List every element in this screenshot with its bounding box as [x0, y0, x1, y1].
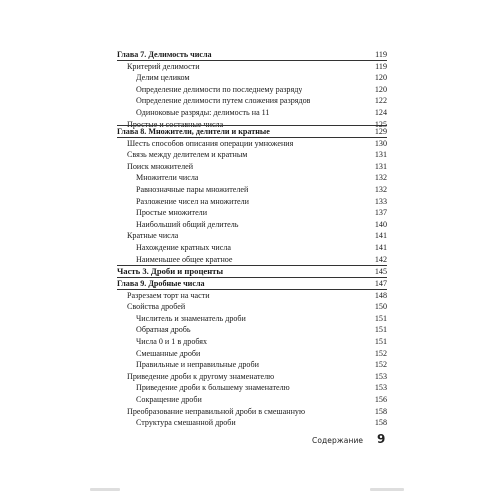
toc-entry-page: 137 — [374, 208, 387, 218]
toc-entry-page: 133 — [374, 196, 387, 206]
toc-entry-page: 153 — [374, 383, 387, 393]
toc-subsection[interactable] — [117, 382, 387, 393]
toc-entry-title: Поиск множителей — [127, 161, 194, 171]
toc-entry-page: 132 — [374, 185, 387, 194]
table-of-contents — [117, 0, 387, 440]
toc-entry-page: 145 — [374, 267, 387, 276]
toc-entry-page: 129 — [374, 127, 387, 136]
toc-entry-title: Определение делимости путем сложения разрядов — [136, 96, 311, 106]
toc-subsection[interactable] — [117, 254, 387, 265]
toc-section[interactable] — [117, 301, 387, 312]
toc-subsection[interactable] — [117, 72, 387, 83]
toc-section[interactable] — [117, 149, 387, 160]
toc-subsection[interactable] — [117, 172, 387, 183]
toc-chapter[interactable] — [117, 126, 387, 137]
toc-subsection[interactable] — [117, 348, 387, 359]
toc-entry-page: 150 — [374, 302, 387, 312]
scan-artifact-left — [90, 488, 120, 491]
rule-part-3 — [117, 277, 387, 278]
toc-subsection[interactable] — [117, 394, 387, 405]
toc-subsection[interactable] — [117, 196, 387, 207]
toc-entry-title: Структура смешанной дроби — [136, 418, 236, 428]
toc-entry-title: Преобразование неправильной дроби в смешанную — [127, 406, 305, 416]
toc-entry-page: 141 — [374, 243, 387, 252]
footer-section-label: Содержание — [312, 436, 364, 445]
toc-entry-title: Числа 0 и 1 в дробях — [136, 337, 208, 346]
toc-entry-title: Глава 7. Делимость числа — [117, 50, 212, 59]
toc-entry-page: 124 — [374, 108, 387, 117]
toc-entry-title: Наименьшее общее кратное — [136, 254, 233, 264]
toc-subsection[interactable] — [117, 336, 387, 347]
toc-entry-page: 158 — [374, 406, 387, 416]
toc-entry-title: Разложение чисел на множители — [136, 196, 249, 206]
toc-subsection[interactable] — [117, 184, 387, 195]
toc-part[interactable] — [117, 266, 387, 277]
toc-entry-title: Связь между делителем и кратным — [127, 150, 248, 160]
toc-subsection[interactable] — [117, 242, 387, 253]
toc-entry-page: 151 — [374, 313, 387, 323]
toc-entry-page: 120 — [374, 73, 387, 83]
toc-entry-title: Критерий делимости — [127, 61, 200, 71]
rule-chapter-7 — [117, 60, 387, 61]
toc-entry-title: Равнозначные пары множителей — [136, 185, 249, 194]
toc-entry-page: 140 — [374, 219, 387, 229]
toc-entry-title: Правильные и неправильные дроби — [136, 360, 259, 370]
toc-section[interactable] — [117, 371, 387, 382]
toc-subsection[interactable] — [117, 84, 387, 95]
toc-section[interactable] — [117, 161, 387, 172]
toc-entry-title: Шесть способов описания операции умножения — [127, 138, 294, 148]
toc-entry-page: 125 — [374, 119, 387, 129]
rule-chapter-9 — [117, 289, 387, 290]
toc-entry-page: 142 — [374, 254, 387, 264]
toc-entry-title: Часть 3. Дроби и проценты — [117, 266, 224, 276]
toc-entry-title: Свойства дробей — [127, 302, 186, 312]
toc-subsection[interactable] — [117, 324, 387, 335]
toc-section[interactable] — [117, 61, 387, 72]
toc-subsection[interactable] — [117, 207, 387, 218]
toc-entry-page: 130 — [374, 138, 387, 148]
toc-entry-page: 148 — [374, 290, 387, 300]
toc-entry-page: 147 — [374, 279, 387, 288]
rule-before-chapter-8 — [117, 125, 387, 126]
toc-entry-page: 151 — [374, 325, 387, 335]
toc-subsection[interactable] — [117, 359, 387, 370]
toc-entry-page: 152 — [374, 360, 387, 370]
toc-entry-title: Простые множители — [136, 208, 208, 218]
toc-entry-title: Глава 8. Множители, делители и кратные — [117, 127, 270, 136]
toc-entry-page: 131 — [374, 150, 387, 160]
toc-entry-title: Приведение дроби к большему знаменателю — [136, 383, 290, 393]
toc-entry-page: 132 — [374, 173, 387, 183]
toc-entry-title: Делим целиком — [136, 73, 190, 83]
rule-before-part-3 — [117, 265, 387, 266]
toc-chapter[interactable] — [117, 278, 387, 289]
toc-section[interactable] — [117, 138, 387, 149]
toc-entry-page: 120 — [374, 84, 387, 94]
toc-entry-title: Наибольший общий делитель — [136, 219, 239, 229]
toc-entry-title: Определение делимости по последнему разряду — [136, 84, 303, 94]
toc-entry-page: 152 — [374, 348, 387, 358]
toc-entry-title: Простые и составные числа — [127, 119, 224, 129]
toc-entry-title: Обратная дробь — [136, 325, 191, 335]
toc-entry-page: 141 — [374, 231, 387, 241]
toc-entry-page: 119 — [375, 50, 387, 59]
toc-entry-title: Числитель и знаменатель дроби — [136, 313, 246, 323]
toc-entry-title: Приведение дроби к другому знаменателю — [127, 371, 275, 381]
toc-entry-page: 156 — [374, 395, 387, 404]
toc-section[interactable] — [117, 230, 387, 241]
rule-chapter-8 — [117, 137, 387, 138]
toc-entry-page: 151 — [374, 337, 387, 346]
toc-entry-page: 131 — [374, 161, 387, 171]
toc-entry-title: Нахождение кратных числа — [136, 243, 231, 252]
toc-entry-page: 122 — [374, 96, 387, 106]
toc-entry-page: 119 — [375, 61, 387, 71]
toc-entry-page: 153 — [374, 371, 387, 381]
toc-section[interactable] — [117, 290, 387, 301]
footer-page-number: 9 — [377, 432, 386, 446]
toc-entry-title: Одиноковые разряды: делимость на 11 — [136, 108, 270, 117]
toc-entry-title: Кратные числа — [127, 231, 179, 241]
toc-subsection[interactable] — [117, 219, 387, 230]
toc-subsection[interactable] — [117, 107, 387, 118]
toc-subsection[interactable] — [117, 95, 387, 106]
toc-entry-title: Сокращение дроби — [136, 395, 202, 404]
toc-entry-title: Смешанные дроби — [136, 348, 201, 358]
toc-section[interactable] — [117, 406, 387, 417]
scan-artifact-right — [370, 488, 404, 491]
toc-subsection[interactable] — [117, 313, 387, 324]
toc-chapter[interactable] — [117, 49, 387, 60]
toc-entry-title: Глава 9. Дробные числа — [117, 279, 205, 288]
toc-entry-title: Разрезаем торт на части — [127, 290, 210, 300]
toc-entry-page: 158 — [374, 418, 387, 428]
toc-entry-title: Множители числа — [136, 173, 199, 183]
toc-subsection[interactable] — [117, 417, 387, 428]
